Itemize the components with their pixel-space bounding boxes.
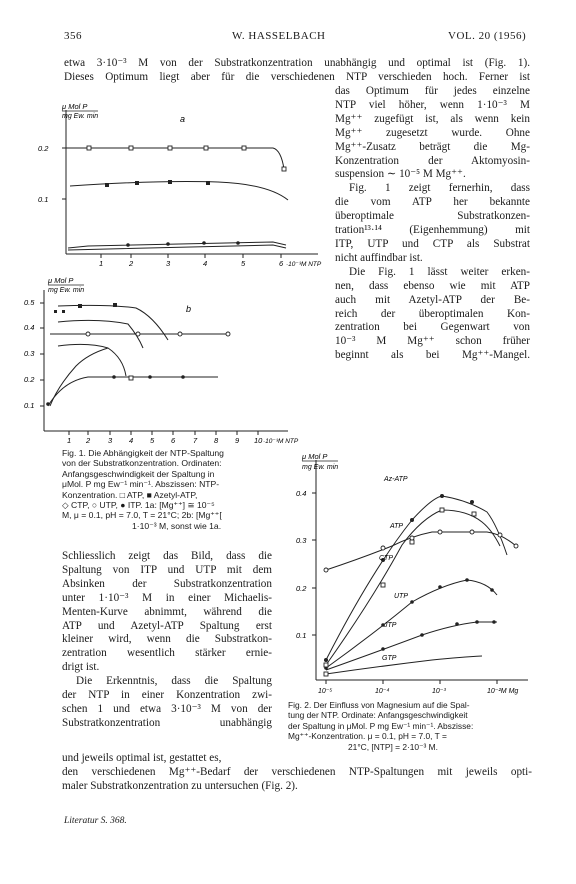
fig2-curve-ctp (326, 532, 516, 570)
text-line: nicht auffindbar ist. (335, 251, 423, 264)
text-line: Schliesslich zeigt das Bild, dass die (62, 550, 272, 562)
text-line: Substratkonzentration unabhängig (62, 716, 272, 729)
text-line: Mg⁺⁺ zugefügt ist, als wenn kein (335, 112, 530, 125)
text-line: beginnt als bei Mg⁺⁺-Mangel. (335, 349, 530, 362)
fig1-b-xtick: 1 (67, 436, 72, 445)
fig2-series-label: UTP (394, 593, 408, 600)
caption-line: Mg⁺⁺-Konzentration. μ = 0.1, pH = 7.0, T = (288, 731, 447, 742)
fig1-a-ytick: 0.1 (38, 195, 49, 204)
caption-line: von der Substratkonzentration. Ordinaten: (62, 458, 222, 469)
fig1-b-xtick: 4 (129, 436, 134, 445)
caption-line: Anfangsgeschwindigkeit der Spaltung in (62, 468, 215, 479)
fig1-a-xtick: 6 (279, 259, 284, 268)
fig1-a-xtick: 4 (203, 259, 208, 268)
text-line: Mg⁺⁺ zugesetzt wurde. Ohne (335, 126, 530, 139)
literature-reference: Literatur S. 368. (64, 816, 127, 826)
panel-b-curve-azetyl (58, 305, 168, 340)
text-line: Dieses Optimum liegt aber für die verschiedenen NTP verschieden hoch. Ferner ist (64, 70, 530, 83)
fig2-ytick: 0.4 (296, 489, 307, 498)
page-number: 356 (64, 30, 82, 42)
text-line: ITP, UTP und CTP als Substrat (335, 237, 530, 250)
fig2-ylabel-bottom: mg Ew. min (302, 464, 339, 471)
caption-line: Konzentration. □ ATP, ■ Azetyl-ATP, (62, 489, 198, 500)
fig1-b-xtick: 8 (214, 436, 219, 445)
fig1-b-xunit: ·10⁻³M NTP (263, 438, 299, 445)
volume-info: VOL. 20 (1956) (448, 30, 527, 42)
fig1-panel-b-label: b (186, 304, 192, 314)
text-line: schen 1 und etwa 3·10⁻³ M von der (62, 702, 272, 715)
fig1-b-xtick: 5 (150, 436, 155, 445)
text-line: den verschiedenen Mg⁺⁺-Bedarf der verschiedenen NTP-Spaltungen mit jeweils opti- (62, 765, 532, 778)
fig1-a-xtick: 1 (99, 259, 104, 268)
fig2-series-label: ATP (390, 523, 404, 530)
panel-b-curve-itp (48, 377, 218, 406)
figure-1 (18, 96, 334, 446)
fig1-b-xtick: 7 (193, 436, 198, 445)
text-line: Absinken der Substratkonzentration (62, 577, 272, 590)
text-line: Die Fig. 1 lässt weiter erken- (349, 265, 530, 278)
figure-1-caption (62, 448, 280, 531)
fig1-b-ylabel-bottom: mg Ew. min (48, 287, 85, 294)
panel-a-curve-upper (66, 148, 284, 169)
intro-paragraph (64, 57, 530, 85)
text-line: Menten-Kurve abnimmt, während die (62, 605, 272, 618)
text-line: etwa 3·10⁻³ M von der Substratkonzentration unabhängig und optimal ist (Fig. 1). (64, 57, 530, 69)
fig1-b-ytick: 0.2 (24, 375, 35, 384)
fig1-a-ytick: 0.2 (38, 144, 49, 153)
fig1-a-ylabel-top: μ Mol P (62, 102, 88, 111)
fig1-b-xtick: 10 (254, 436, 263, 445)
caption-line: Fig. 2. Der Einfluss von Magnesium auf die Spal- (288, 700, 470, 710)
fig1-a-xtick: 3 (166, 259, 171, 268)
fig2-xtick: 10⁻³ (432, 688, 446, 695)
running-author: W. HASSELBACH (232, 30, 326, 42)
text-line: auch mit Azetyl-ATP der Be- (335, 293, 530, 306)
caption-line: Fig. 1. Die Abhängigkeit der NTP-Spaltung (62, 448, 224, 458)
text-line: Mg⁺⁺-Zusatz beträgt die Mg- (335, 140, 530, 153)
fig1-a-xtick: 2 (129, 259, 134, 268)
fig1-b-ytick: 0.3 (24, 349, 35, 358)
fig2-xtick: 10⁻⁴ (375, 688, 390, 695)
left-column-text (62, 550, 272, 731)
figure-2-caption (288, 700, 534, 752)
fig1-b-xtick: 3 (108, 436, 113, 445)
fig2-series-label: Az-ATP (384, 476, 408, 483)
fig1-panel-a-label: a (180, 114, 186, 124)
text-line: Die Erkenntnis, dass die Spaltung (76, 675, 272, 688)
figure-2 (282, 450, 540, 696)
text-line: drigt ist. (62, 661, 100, 674)
caption-line: tung der NTP. Ordinate: Anfangsgeschwindigkeit (288, 710, 468, 721)
caption-line: ◇ CTP, ○ UTP, ● ITP. 1a: [Mg⁺⁺] ≅ 10⁻⁵ (62, 500, 215, 511)
fig2-ytick: 0.1 (296, 631, 307, 640)
fig1-b-ylabel-top: μ Mol P (48, 276, 74, 285)
closing-paragraph (62, 752, 532, 794)
text-line: kleiner wird, wenn die Substratkon- (62, 633, 272, 646)
fig1-a-xtick: 5 (241, 259, 246, 268)
fig2-ytick: 0.3 (296, 536, 307, 545)
fig1-b-xtick: 9 (235, 436, 240, 445)
fig1-b-ytick: 0.4 (24, 323, 35, 332)
text-line: tration¹³·¹⁴ (Eigenhemmung) mit (335, 224, 530, 237)
text-line: zentration bei Gegenwart von (335, 321, 530, 334)
caption-line: 1·10⁻³ M, sonst wie 1a. (132, 520, 222, 531)
fig1-a-xunit: ·10⁻³M NTP (286, 261, 322, 268)
caption-line: μMol. P mg Ew⁻¹ min⁻¹. Abszissen: NTP- (62, 479, 220, 490)
text-line: ATP und Azetyl-ATP Spaltung erst (62, 619, 272, 632)
text-line: überoptimale Substratkonzen- (335, 210, 530, 223)
fig2-series-label: CTP (379, 555, 393, 562)
text-line: nen, dass ebenso wie mit ATP (335, 279, 530, 292)
caption-line: 21°C, [NTP] = 2·10⁻³ M. (348, 741, 438, 752)
text-line: unter 1·10⁻³ M in einer Michaelis- (62, 591, 272, 604)
fig1-b-xtick: 2 (86, 436, 91, 445)
panel-a-curve-middle (70, 182, 288, 201)
caption-line: M, μ = 0.1, pH = 7.0, T = 21°C; 2b: [Mg⁺⁺[ (62, 510, 222, 521)
text-line: reich der überoptimalen Kon- (335, 307, 530, 320)
text-line: und jeweils optimal ist, gestattet es, (62, 752, 222, 764)
panel-b-curve-atp-2 (58, 344, 126, 376)
text-line: Konzentration der Aktomyosin- (335, 154, 530, 167)
text-line: die vom ATP her bekannte (335, 196, 530, 209)
text-line: Spaltung von ITP und UTP mit dem (62, 563, 272, 576)
text-line: zentration wesentlich stärker ernie- (62, 647, 272, 660)
fig1-b-ytick: 0.5 (24, 298, 35, 307)
fig2-xtick: 10⁻⁵ (318, 688, 333, 695)
fig2-curve-utp (326, 580, 497, 668)
caption-line: der Spaltung in μMol. P mg Ew⁻¹ min⁻¹. Abszisse: (288, 720, 474, 731)
text-line: der NTP in einer Konzentration zwi- (62, 689, 272, 702)
text-line: NTP viel höher, wenn 1·10⁻³ M (335, 98, 530, 111)
fig2-curve-gtp (326, 656, 482, 674)
fig1-b-ytick: 0.1 (24, 401, 35, 410)
fig2-xtick: 10⁻²M Mg (487, 688, 519, 695)
fig2-ytick: 0.2 (296, 584, 307, 593)
text-line: das Optimum für jedes einzelne (335, 85, 530, 97)
text-line: Fig. 1 zeigt fernerhin, dass (349, 182, 530, 195)
fig2-series-label: GTP (382, 655, 397, 662)
fig2-series-label: JTP (384, 622, 397, 629)
fig1-b-xtick: 6 (171, 436, 176, 445)
text-line: maler Substratkonzentration zu untersuchen (Fig. 2). (62, 779, 298, 792)
text-line: 10⁻³ M Mg⁺⁺ schon früher (335, 335, 530, 348)
fig1-a-ylabel-bottom: mg Ew. min (62, 113, 99, 120)
text-line: suspension ∼ 10⁻⁵ M Mg⁺⁺. (335, 168, 466, 181)
fig2-ylabel-top: μ Mol P (302, 452, 328, 461)
right-column-text (335, 85, 530, 363)
